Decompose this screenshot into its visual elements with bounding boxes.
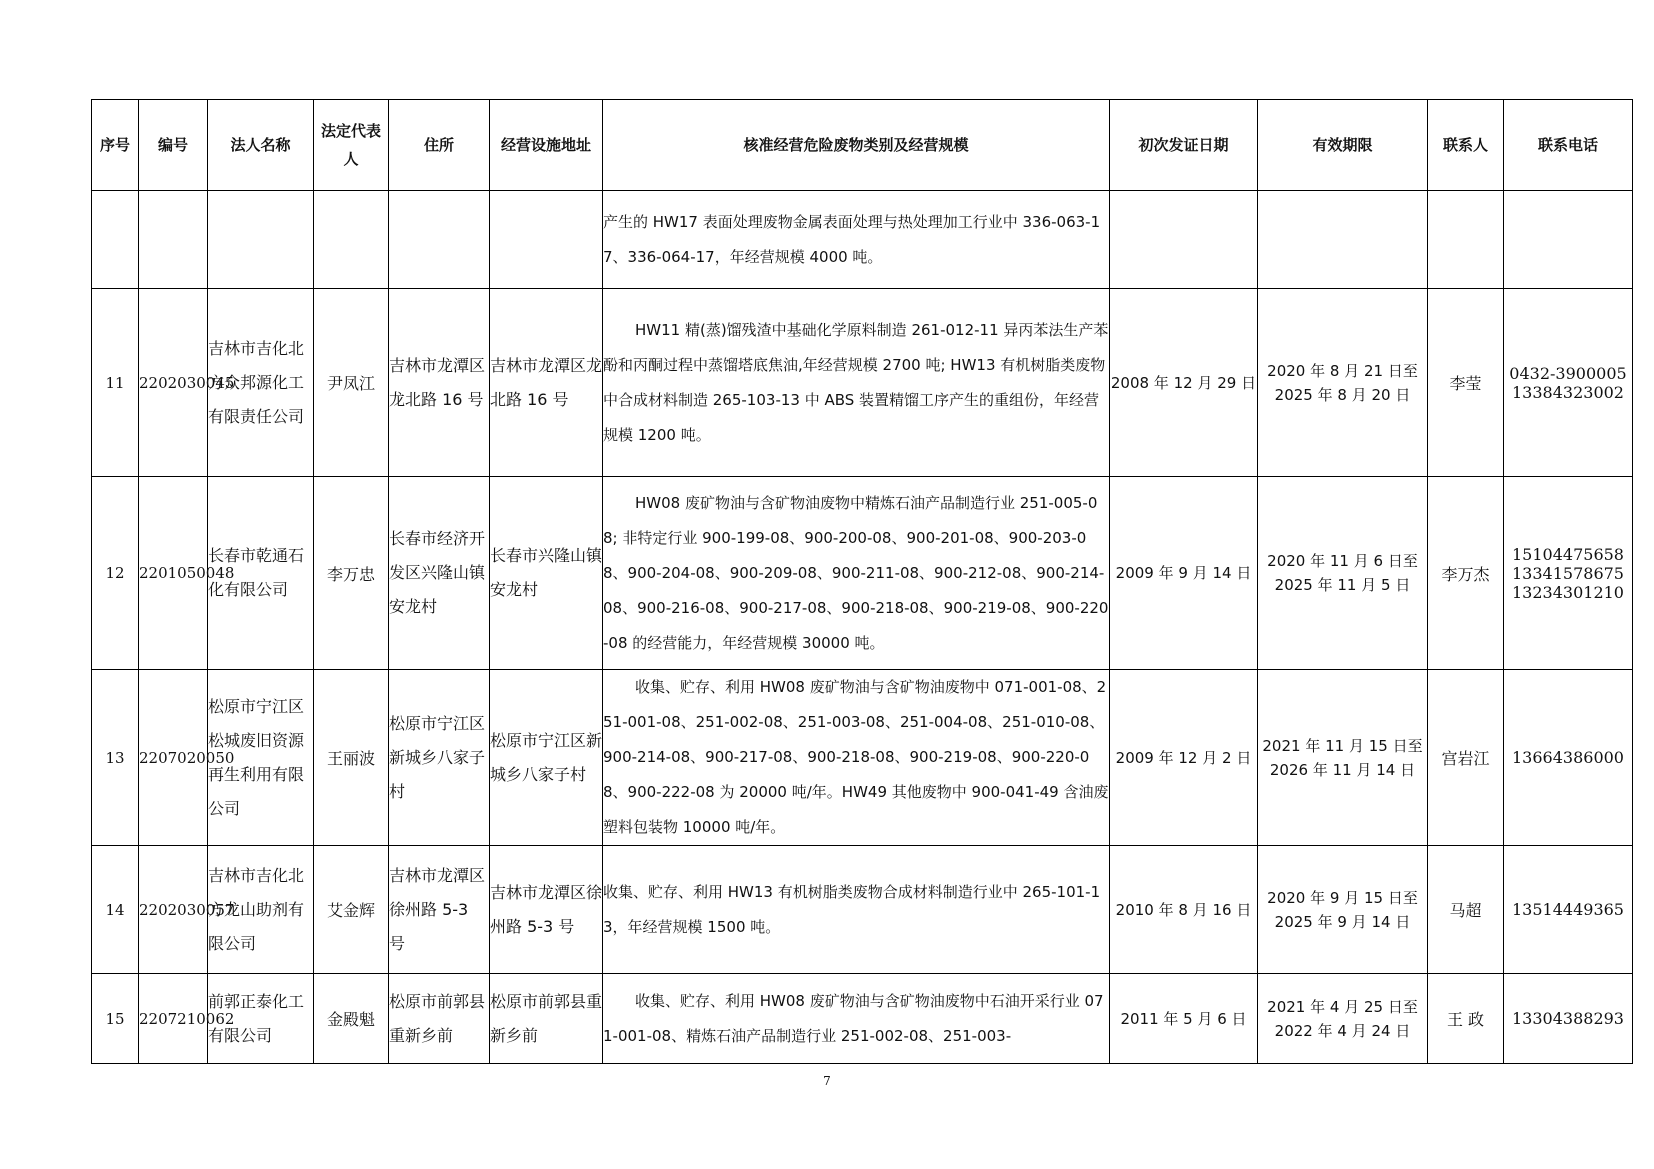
cell-legal-rep xyxy=(314,191,389,289)
cell-contact: 李万杰 xyxy=(1428,477,1504,670)
header-serial: 序号 xyxy=(92,100,139,191)
cell-legal-rep: 艾金辉 xyxy=(314,846,389,974)
cell-serial: 12 xyxy=(92,477,139,670)
cell-validity: 2020 年 9 月 15 日至 2025 年 9 月 14 日 xyxy=(1258,846,1428,974)
cell-address: 吉林市龙潭区徐州路 5-3 号 xyxy=(389,846,490,974)
cell-serial: 14 xyxy=(92,846,139,974)
header-scope: 核准经营危险废物类别及经营规模 xyxy=(603,100,1110,191)
cell-validity xyxy=(1258,191,1428,289)
header-contact: 联系人 xyxy=(1428,100,1504,191)
cell-legal-rep: 尹凤江 xyxy=(314,289,389,477)
header-address: 住所 xyxy=(389,100,490,191)
header-company: 法人名称 xyxy=(208,100,314,191)
cell-company: 吉林市吉化北方众邦源化工有限责任公司 xyxy=(208,289,314,477)
cell-legal-rep: 王丽波 xyxy=(314,670,389,846)
cell-contact: 王 政 xyxy=(1428,974,1504,1064)
header-facility: 经营设施地址 xyxy=(490,100,603,191)
cell-legal-rep: 李万忠 xyxy=(314,477,389,670)
cell-scope: HW11 精(蒸)馏残渣中基础化学原料制造 261-012-11 异丙苯法生产苯酚和丙酮过程中蒸馏塔底焦油,年经营规模 2700 吨; HW13 有机树脂类废物中合成材料制造 265-103-13 中 ABS 装置精馏工序产生的重组份，年经营规模 1200 吨。 xyxy=(603,289,1110,477)
cell-company xyxy=(208,191,314,289)
cell-address: 松原市前郭县重新乡前 xyxy=(389,974,490,1064)
cell-scope: 收集、贮存、利用 HW08 废矿物油与含矿物油废物中 071-001-08、251-001-08、251-002-08、251-003-08、251-004-08、251-010-08、900-214-08、900-217-08、900-218-08、900-219-08、900-220-08、900-222-08 为 20000 吨/年。HW49 其他废物中 900-041-49 含油废塑料包装物 10000 吨/年。 xyxy=(603,670,1110,846)
cell-contact: 宫岩江 xyxy=(1428,670,1504,846)
cell-code: 2202030057 xyxy=(139,846,208,974)
header-validity: 有效期限 xyxy=(1258,100,1428,191)
cell-phone: 0432-3900005 13384323002 xyxy=(1504,289,1633,477)
cell-contact: 马超 xyxy=(1428,846,1504,974)
table-row xyxy=(92,477,1633,670)
cell-code xyxy=(139,191,208,289)
cell-phone: 13514449365 xyxy=(1504,846,1633,974)
cell-phone: 13664386000 xyxy=(1504,670,1633,846)
cell-validity: 2021 年 4 月 25 日至 2022 年 4 月 24 日 xyxy=(1258,974,1428,1064)
cell-contact: 李莹 xyxy=(1428,289,1504,477)
cell-scope: 产生的 HW17 表面处理废物金属表面处理与热处理加工行业中 336-063-17、336-064-17，年经营规模 4000 吨。 xyxy=(603,191,1110,289)
cell-first-issue: 2009 年 12 月 2 日 xyxy=(1110,670,1258,846)
cell-validity: 2020 年 11 月 6 日至 2025 年 11 月 5 日 xyxy=(1258,477,1428,670)
cell-contact xyxy=(1428,191,1504,289)
page-number: 7 xyxy=(823,1074,831,1088)
table-header-row xyxy=(92,100,1633,191)
cell-serial xyxy=(92,191,139,289)
cell-validity: 2021 年 11 月 15 日至 2026 年 11 月 14 日 xyxy=(1258,670,1428,846)
cell-first-issue: 2010 年 8 月 16 日 xyxy=(1110,846,1258,974)
cell-scope: 收集、贮存、利用 HW08 废矿物油与含矿物油废物中石油开采行业 071-001-08、精炼石油产品制造行业 251-002-08、251-003- xyxy=(603,974,1110,1064)
cell-facility: 松原市宁江区新城乡八家子村 xyxy=(490,670,603,846)
cell-company: 长春市乾通石化有限公司 xyxy=(208,477,314,670)
cell-facility xyxy=(490,191,603,289)
cell-code: 2207210062 xyxy=(139,974,208,1064)
table-row xyxy=(92,670,1633,846)
header-phone: 联系电话 xyxy=(1504,100,1633,191)
cell-company: 吉林市吉化北方龙山助剂有限公司 xyxy=(208,846,314,974)
cell-serial: 13 xyxy=(92,670,139,846)
cell-facility: 吉林市龙潭区徐州路 5-3 号 xyxy=(490,846,603,974)
cell-first-issue xyxy=(1110,191,1258,289)
cell-validity: 2020 年 8 月 21 日至 2025 年 8 月 20 日 xyxy=(1258,289,1428,477)
cell-serial: 11 xyxy=(92,289,139,477)
license-table xyxy=(91,99,1633,1064)
table-row xyxy=(92,974,1633,1064)
cell-company: 前郭正泰化工有限公司 xyxy=(208,974,314,1064)
cell-first-issue: 2009 年 9 月 14 日 xyxy=(1110,477,1258,670)
table-row xyxy=(92,191,1633,289)
header-legal-rep: 法定代表人 xyxy=(314,100,389,191)
cell-facility: 吉林市龙潭区龙北路 16 号 xyxy=(490,289,603,477)
cell-scope: 收集、贮存、利用 HW13 有机树脂类废物合成材料制造行业中 265-101-13，年经营规模 1500 吨。 xyxy=(603,846,1110,974)
cell-scope: HW08 废矿物油与含矿物油废物中精炼石油产品制造行业 251-005-08; 非特定行业 900-199-08、900-200-08、900-201-08、900-203-08、900-204-08、900-209-08、900-211-08、900-212-08、900-214-08、900-216-08、900-217-08、900-218-08、900-219-08、900-220-08 的经营能力，年经营规模 30000 吨。 xyxy=(603,477,1110,670)
cell-company: 松原市宁江区松城废旧资源再生利用有限公司 xyxy=(208,670,314,846)
cell-phone xyxy=(1504,191,1633,289)
cell-facility: 松原市前郭县重新乡前 xyxy=(490,974,603,1064)
cell-first-issue: 2011 年 5 月 6 日 xyxy=(1110,974,1258,1064)
table-row xyxy=(92,289,1633,477)
header-code: 编号 xyxy=(139,100,208,191)
cell-address: 吉林市龙潭区龙北路 16 号 xyxy=(389,289,490,477)
cell-code: 2202030045 xyxy=(139,289,208,477)
cell-phone: 13304388293 xyxy=(1504,974,1633,1064)
cell-address: 长春市经济开发区兴隆山镇安龙村 xyxy=(389,477,490,670)
cell-serial: 15 xyxy=(92,974,139,1064)
header-first-issue: 初次发证日期 xyxy=(1110,100,1258,191)
cell-code: 2207020050 xyxy=(139,670,208,846)
cell-legal-rep: 金殿魁 xyxy=(314,974,389,1064)
cell-first-issue: 2008 年 12 月 29 日 xyxy=(1110,289,1258,477)
cell-facility: 长春市兴隆山镇安龙村 xyxy=(490,477,603,670)
cell-address: 松原市宁江区新城乡八家子村 xyxy=(389,670,490,846)
cell-address xyxy=(389,191,490,289)
cell-code: 2201050048 xyxy=(139,477,208,670)
cell-phone: 15104475658 13341578675 13234301210 xyxy=(1504,477,1633,670)
table-row xyxy=(92,846,1633,974)
